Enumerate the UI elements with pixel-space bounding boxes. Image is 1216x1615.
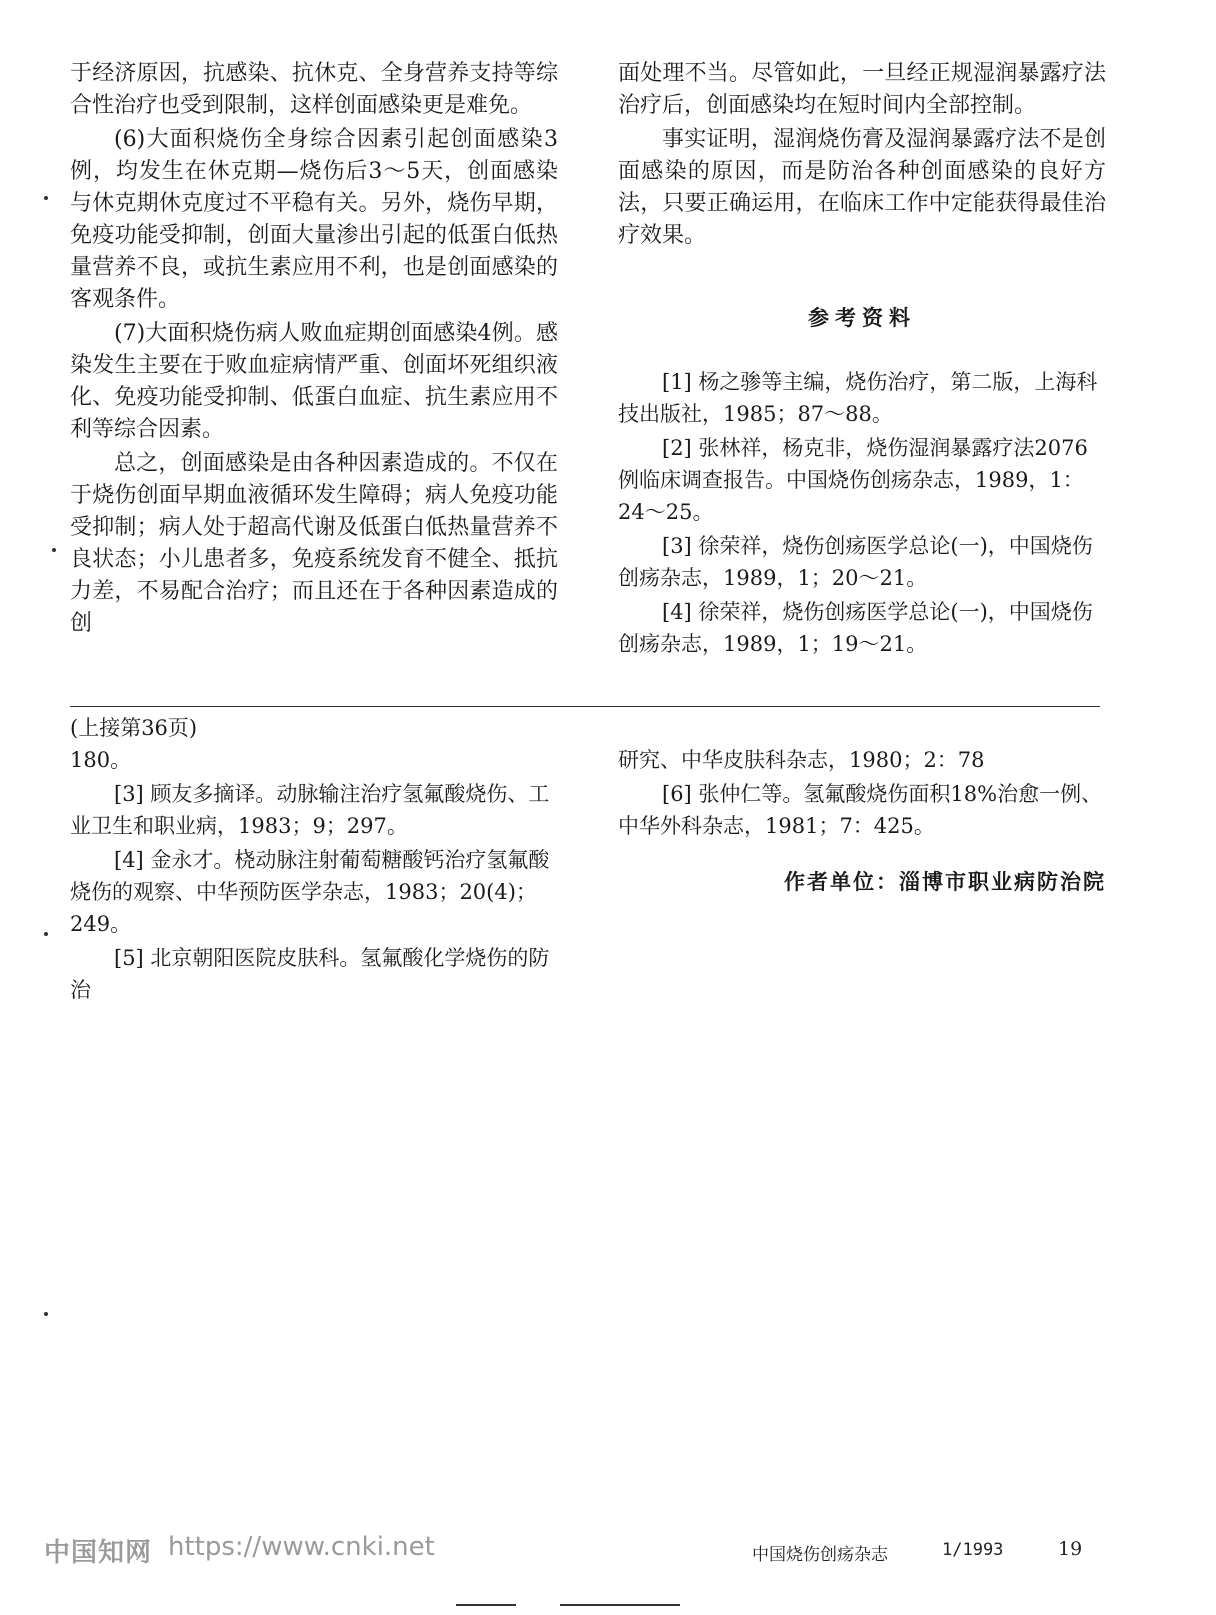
scan-speck [44,196,48,200]
reference-item: [5] 北京朝阳医院皮肤科。氢氟酸化学烧伤的防治 [70,946,550,1002]
reference-item: [3] 顾友多摘译。动脉输注治疗氢氟酸烧伤、工业卫生和职业病，1983；9；297。 [70,782,550,838]
footer-mark [560,1604,680,1606]
reference-continuation: 180。 [70,748,132,772]
footer-issue: 1/1993 [942,1540,1004,1560]
author-affiliation: 作者单位：淄博市职业病防治院 [784,869,1106,894]
continued-note: (上接第36页) [70,716,198,740]
scan-speck [52,548,56,552]
paragraph: 总之，创面感染是由各种因素造成的。不仅在于烧伤创面早期血液循环发生障碍；病人免疫功能受抑制；病人处于超高代谢及低蛋白低热量营养不良状态；小儿患者多，免疫系统发育不健全、抵抗力差，不易配合治疗；而且还在于各种因素造成的创 [70,451,558,636]
scan-speck [44,1312,48,1316]
paragraph: (7)大面积烧伤病人败血症期创面感染4例。感染发生主要在于败血症病情严重、创面坏死组织液化、免疫功能受抑制、低蛋白血症、抗生素应用不利等综合因素。 [70,321,558,442]
reference-continuation: 研究、中华皮肤科杂志，1980；2：78 [618,748,985,772]
scan-speck [44,932,48,936]
reference-item: [1] 杨之骖等主编，烧伤治疗，第二版，上海科技出版社，1985；87～88。 [618,370,1098,426]
references-heading: 参考资料 [808,306,916,330]
reference-item: [3] 徐荣祥，烧伤创疡医学总论(一)，中国烧伤创疡杂志，1989，1；20～21。 [618,534,1093,590]
bottom-left-column [70,712,558,1006]
cnki-logo: 中国知网 [44,1538,153,1568]
section-divider [70,706,1100,707]
footer-page-number: 19 [1058,1538,1083,1560]
footer-mark [456,1604,516,1606]
top-right-column [618,58,1106,660]
top-left-column [70,58,558,640]
reference-item: [6] 张仲仁等。氢氟酸烧伤面积18%治愈一例、中华外科杂志，1981；7：425。 [618,782,1103,838]
paragraph: (6)大面积烧伤全身综合因素引起创面感染3例，均发生在休克期—烧伤后3～5天，创面感染与休克期休克度过不平稳有关。另外，烧伤早期，免疫功能受抑制，创面大量渗出引起的低蛋白低热量营养不良，或抗生素应用不利，也是创面感染的客观条件。 [70,127,558,312]
bottom-right-column [618,744,1106,896]
paragraph: 事实证明，湿润烧伤膏及湿润暴露疗法不是创面感染的原因，而是防治各种创面感染的良好方法，只要正确运用，在临床工作中定能获得最佳治疗效果。 [618,127,1106,248]
reference-item: [4] 金永才。桡动脉注射葡萄糖酸钙治疗氢氟酸烧伤的观察、中华预防医学杂志，1983；20(4)；249。 [70,848,550,936]
footer-journal: 中国烧伤创疡杂志 [752,1545,888,1565]
reference-item: [2] 张林祥，杨克非，烧伤湿润暴露疗法2076例临床调查报告。中国烧伤创疡杂志，1989，1：24～25。 [618,436,1088,524]
paragraph: 面处理不当。尽管如此，一旦经正规湿润暴露疗法治疗后，创面感染均在短时间内全部控制。 [618,61,1106,118]
cnki-url: https://www.cnki.net [168,1532,435,1562]
paragraph: 于经济原因，抗感染、抗休克、全身营养支持等综合性治疗也受到限制，这样创面感染更是难免。 [70,61,558,118]
reference-item: [4] 徐荣祥，烧伤创疡医学总论(一)，中国烧伤创疡杂志，1989，1；19～21。 [618,600,1093,656]
